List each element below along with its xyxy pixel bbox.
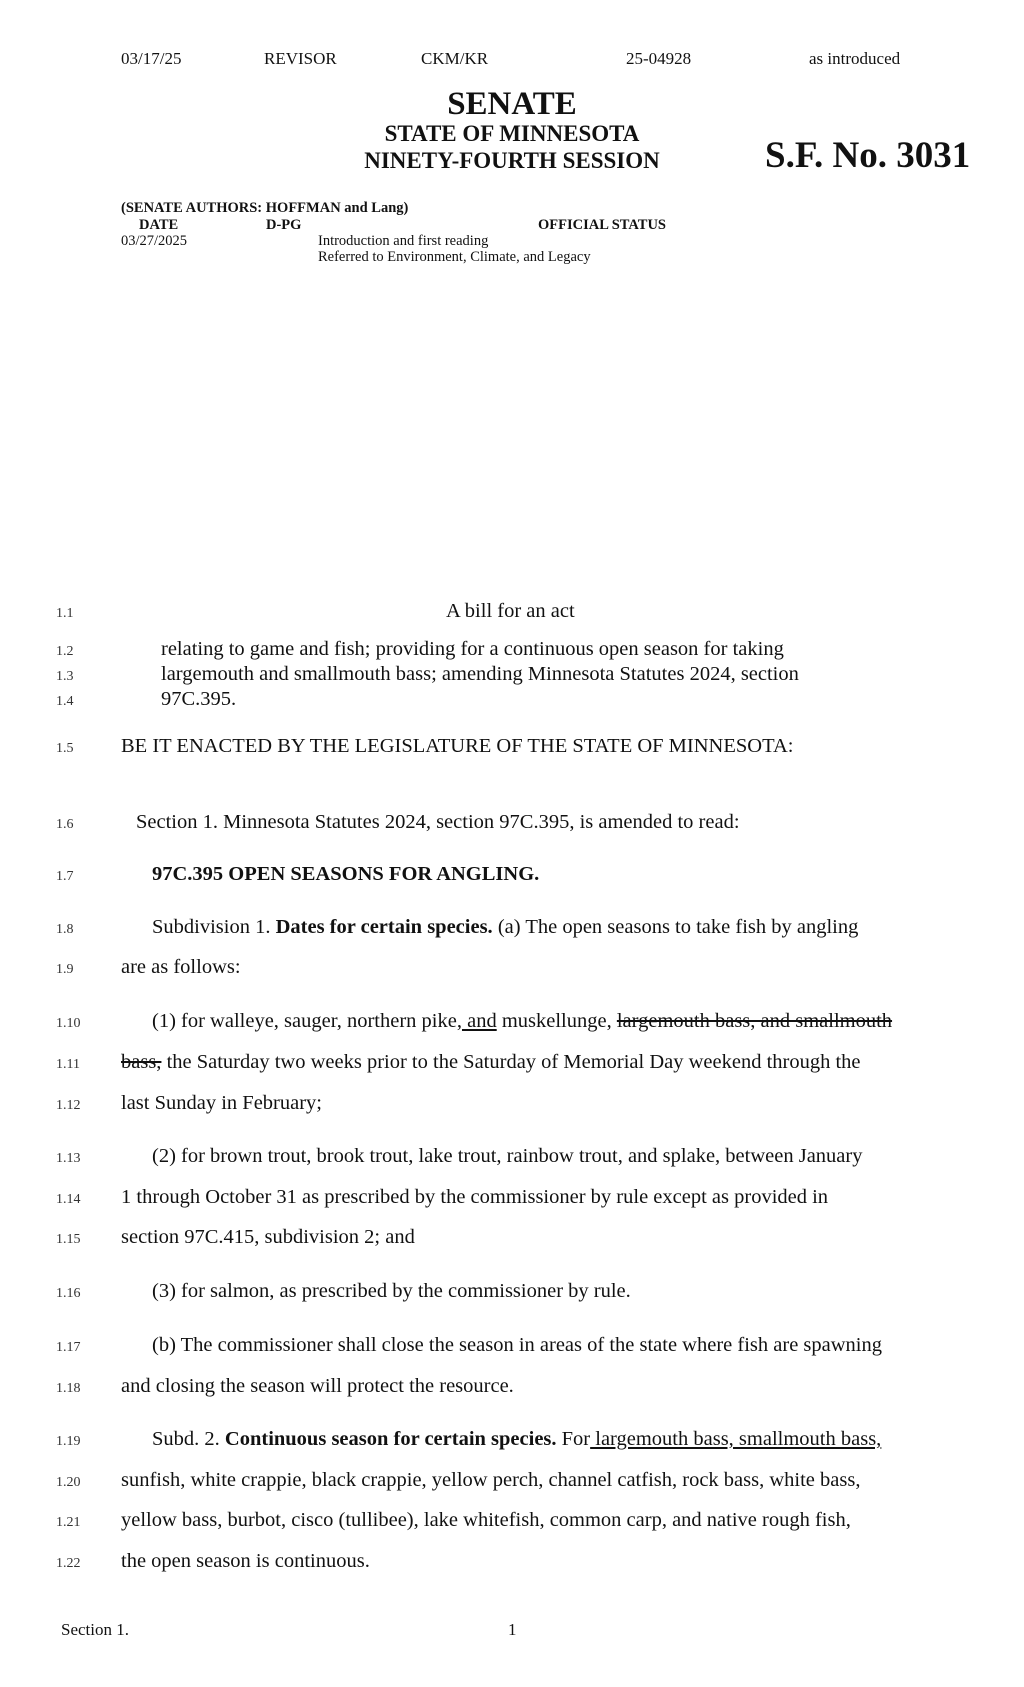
line-number: 1.15	[56, 1232, 81, 1247]
subd2-title: Continuous season for certain species.	[224, 1428, 557, 1450]
line-number: 1.11	[56, 1057, 80, 1072]
status-entry-date: 03/27/2025	[121, 233, 188, 249]
line-number: 1.10	[56, 1016, 81, 1031]
stricken-text: bass,	[121, 1051, 162, 1073]
bill-title-line: relating to game and fish; providing for a continuous open season for taking	[161, 638, 784, 660]
text-line: sunfish, white crappie, black crappie, yellow perch, channel catfish, rock bass, white bass,	[121, 1469, 861, 1491]
header-doc-number: 25-04928	[626, 49, 692, 68]
line-number: 1.14	[56, 1192, 81, 1207]
statute-heading: 97C.395 OPEN SEASONS FOR ANGLING.	[152, 863, 540, 885]
clause-1-text: muskellunge,	[496, 1010, 617, 1032]
status-entry-action-1: Introduction and first reading	[318, 233, 489, 249]
stricken-text: largemouth bass, and smallmouth	[616, 1010, 893, 1032]
clause-1-text: the Saturday two weeks prior to the Saturday of Memorial Day weekend through the	[161, 1051, 861, 1073]
line-number: 1.7	[56, 869, 74, 884]
line-number: 1.16	[56, 1286, 81, 1301]
clause-3-line: (3) for salmon, as prescribed by the commissioner by rule.	[152, 1280, 631, 1302]
bill-title-line: 97C.395.	[161, 688, 237, 710]
enacting-clause: BE IT ENACTED BY THE LEGISLATURE OF THE STATE OF MINNESOTA:	[121, 735, 794, 757]
text-line: 1 through October 31 as prescribed by the commissioner by rule except as provided in	[121, 1186, 829, 1208]
clause-1-text: (1) for walleye, sauger, northern pike,	[152, 1010, 462, 1032]
session-title: NINETY-FOURTH SESSION	[364, 148, 660, 173]
line-number: 1.6	[56, 817, 74, 832]
header-date: 03/17/25	[121, 49, 182, 68]
senate-authors: (SENATE AUTHORS: HOFFMAN and Lang)	[121, 200, 409, 216]
line-number: 1.5	[56, 741, 74, 756]
line-number: 1.22	[56, 1556, 81, 1571]
line-number: 1.21	[56, 1515, 81, 1530]
text-line: section 97C.415, subdivision 2; and	[121, 1226, 415, 1248]
subdivision-2-line	[152, 1428, 881, 1451]
clause-1-continued	[121, 1051, 861, 1074]
subd1-rest: (a) The open seasons to take fish by angling	[492, 916, 859, 938]
status-col-official: OFFICIAL STATUS	[538, 217, 666, 233]
line-number: 1.19	[56, 1434, 81, 1449]
line-number: 1.2	[56, 644, 74, 659]
state-title: STATE OF MINNESOTA	[384, 121, 640, 146]
subd1-lead: Subdivision 1.	[152, 916, 276, 938]
bill-title-line: largemouth and smallmouth bass; amending Minnesota Statutes 2024, section	[161, 663, 799, 685]
text-line: the open season is continuous.	[121, 1550, 370, 1572]
line-number: 1.1	[56, 606, 74, 621]
bill-number: S.F. No. 3031	[765, 135, 971, 176]
line-number: 1.20	[56, 1475, 81, 1490]
inserted-text: and	[461, 1010, 497, 1032]
text-line: yellow bass, burbot, cisco (tullibee), lake whitefish, common carp, and native rough fish,	[121, 1509, 851, 1531]
bill-heading: A bill for an act	[446, 600, 575, 622]
text-line: and closing the season will protect the resource.	[121, 1375, 514, 1397]
subdivision-1-line	[152, 916, 858, 939]
subd2-lead: Subd. 2.	[152, 1428, 225, 1450]
clause-2-line: (2) for brown trout, brook trout, lake trout, rainbow trout, and splake, between January	[152, 1145, 863, 1167]
line-number: 1.13	[56, 1151, 81, 1166]
line-number: 1.3	[56, 669, 74, 684]
subd1-title: Dates for certain species.	[275, 916, 493, 938]
section-1-intro: Section 1. Minnesota Statutes 2024, section 97C.395, is amended to read:	[136, 811, 740, 833]
header-status: as introduced	[809, 49, 901, 68]
line-number: 1.18	[56, 1381, 81, 1396]
text-line: last Sunday in February;	[121, 1092, 322, 1114]
line-number: 1.17	[56, 1340, 81, 1355]
header-revisor: REVISOR	[264, 49, 337, 68]
chamber-title: SENATE	[447, 86, 577, 122]
line-number: 1.8	[56, 922, 74, 937]
status-entry-action-2: Referred to Environment, Climate, and Legacy	[318, 249, 591, 265]
footer-page-number: 1	[508, 1620, 517, 1639]
inserted-text: largemouth bass, smallmouth bass,	[590, 1428, 882, 1450]
text-line: are as follows:	[121, 956, 241, 978]
clause-1-line	[152, 1010, 892, 1033]
status-col-dpg: D-PG	[266, 217, 302, 233]
status-col-date: DATE	[139, 217, 179, 233]
header-initials: CKM/KR	[421, 49, 489, 68]
footer-section: Section 1.	[61, 1620, 129, 1639]
line-number: 1.9	[56, 962, 74, 977]
subd2-text: For	[556, 1428, 591, 1450]
line-number: 1.4	[56, 694, 74, 709]
line-number: 1.12	[56, 1098, 81, 1113]
paragraph-b-line: (b) The commissioner shall close the season in areas of the state where fish are spawning	[152, 1334, 882, 1356]
